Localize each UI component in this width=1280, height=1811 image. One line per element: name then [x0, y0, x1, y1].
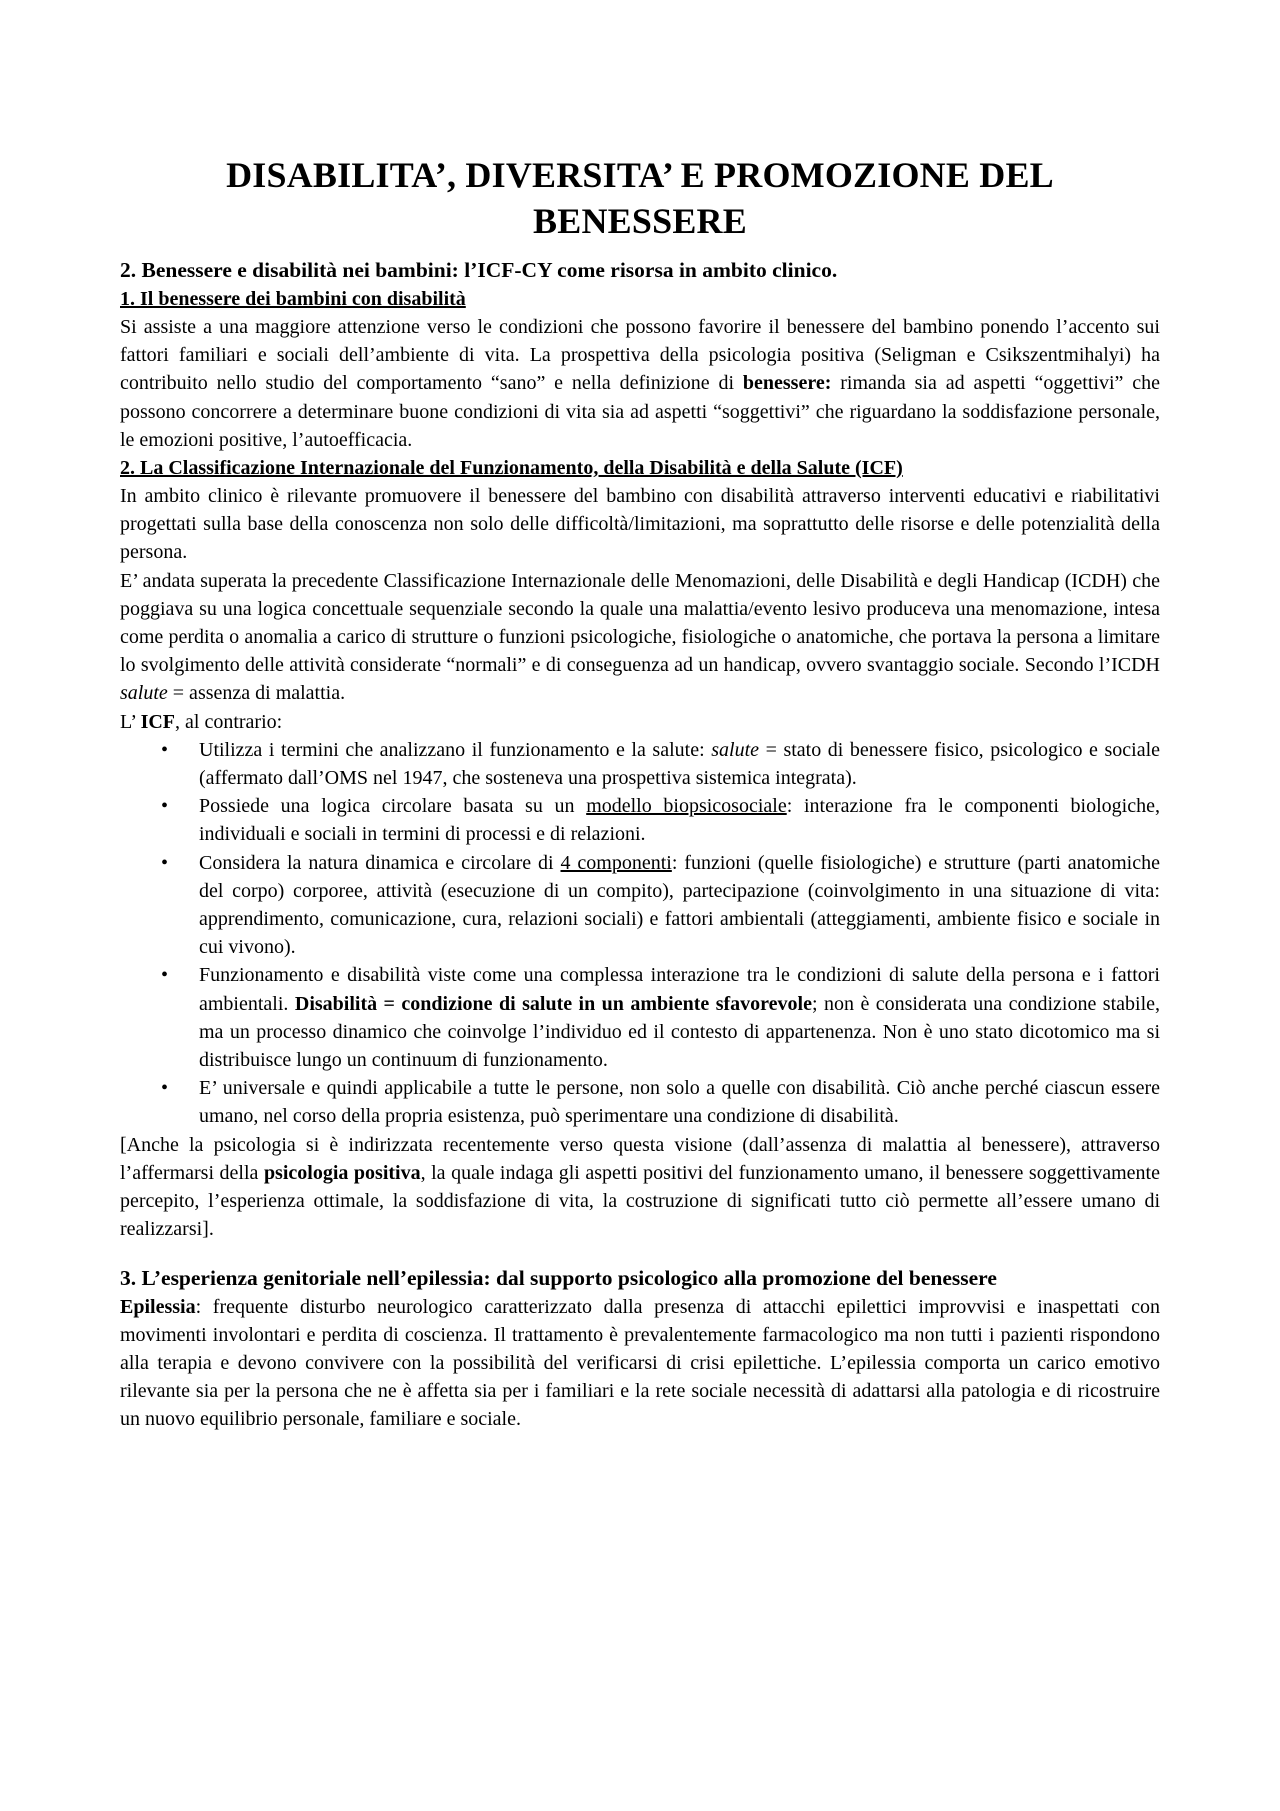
text-run: : frequente disturbo neurologico caratterizzato dalla presenza di attacchi epilettici improvvisi e inaspettati con movimenti involontari e perdita di coscienza. Il trattamento è prevalentemente farmacologico ma non tutti i pazienti rispondono alla terapia e devono convivere con la possibilità del verificarsi di crisi epilettiche. L’epilessia comporta un carico emotivo rilevante sia per la persona che ne è affetta sia per i familiari e la rete sociale necessità di adattarsi alla patologia e di ricostruire un nuovo equilibrio personale, familiare e sociale. [120, 1295, 1160, 1431]
list-item [120, 1074, 1160, 1130]
italic-term: salute [711, 738, 760, 761]
bold-term: psicologia positiva [263, 1161, 421, 1184]
text-run: : funzioni (quelle fisiologiche) e strutture (parti anatomiche del corpo) corporee, attività (esecuzione di un compito), partecipazione (coinvolgimento in una situazione di vita: apprendimento, comunicazione, cura, relazioni sociali) e fattori ambientali (atteggiamenti, ambiente fisico e sociale in cui vivono). [199, 851, 1160, 959]
text-run: Possiede una logica circolare basata su un [199, 795, 587, 818]
text-run: = assenza di malattia. [167, 682, 346, 705]
bold-term: ICF [140, 710, 176, 733]
text-run: E’ andata superata la precedente Classificazione Internazionale delle Menomazioni, delle Disabilità e degli Handicap (ICDH) che poggiava su una logica concettuale sequenziale secondo la quale una malattia/evento lesivo produceva una menomazione, intesa come perdita o anomalia a carico di strutture o funzioni psicologiche, fisiologiche o anatomiche, che portava la persona a limitare lo svolgimento delle attività considerate “normali” e di conseguenza ad un handicap, ovvero svantaggio sociale. Secondo l’ICDH [120, 569, 1160, 677]
text-run: Si assiste a una maggiore attenzione verso le condizioni che possono favorire il benessere del bambino ponendo l’accento sui fattori familiari e sociali dell’ambiente di vita. La prospettiva della psicologia positiva (Seligman e Csikszentmihalyi) ha contribuito nello studio del comportamento “sano” e nella definizione di [120, 316, 1160, 395]
subsection-2-heading: 2. La Classificazione Internazionale del Funzionamento, della Disabilità e della Salute (ICF) [120, 457, 903, 480]
underlined-term: 4 componenti [560, 851, 672, 874]
section-3-heading: 3. L’esperienza genitoriale nell’epilessia: dal supporto psicologico alla promozione del benessere [120, 1265, 997, 1290]
text-run: E’ universale e quindi applicabile a tutte le persone, non solo a quelle con disabilità. Ciò anche perché ciascun essere umano, nel corso della propria esistenza, può sperimentare una condizione di disabilità. [199, 1077, 1160, 1128]
subsection-2-paragraph-3 [120, 1131, 1160, 1244]
subsection-2-paragraph-1: In ambito clinico è rilevante promuovere il benessere del bambino con disabilità attraverso interventi educativi e riabilitativi progettati sulla base della conoscenza non solo delle difficoltà/limitazioni, ma soprattutto delle risorse e delle potenzialità della persona. [120, 485, 1160, 564]
text-run: L’ [120, 710, 141, 733]
icf-bullet-list [120, 736, 1160, 1131]
text-run: ; non è considerata una condizione stabile, ma un processo dinamico che coinvolge l’individuo ed il contesto di appartenenza. Non è uno stato dicotomico ma si distribuisce lungo un continuum di funzionamento. [199, 992, 1161, 1072]
document-title: DISABILITA’, DIVERSITA’ E PROMOZIONE DEL BENESSERE [226, 155, 1054, 241]
bullet-icon: • [161, 964, 169, 987]
text-run: Considera la natura dinamica e circolare di [199, 851, 561, 874]
text-run: = stato di benessere fisico, psicologico e sociale (affermato dall’OMS nel 1947, che sosteneva una prospettiva sistemica integrata). [199, 738, 1161, 790]
section-2-heading: 2. Benessere e disabilità nei bambini: l’ICF-CY come risorsa in ambito clinico. [120, 258, 838, 282]
list-item [120, 792, 1160, 848]
italic-term: salute [120, 682, 168, 705]
bold-term: Disabilità = condizione di salute in un ambiente sfavorevole [294, 992, 812, 1015]
text-run: [Anche la psicologia si è indirizzata recentemente verso questa visione (dall’assenza di malattia al benessere), attraverso l’affermarsi della [120, 1133, 1160, 1184]
subsection-1-heading: 1. Il benessere dei bambini con disabilità [120, 288, 466, 310]
document-content [120, 152, 1160, 1434]
text-run: Funzionamento e disabilità viste come una complessa interazione tra le condizioni di salute della persona e i fattori ambientali. [199, 964, 1160, 1015]
text-run: rimanda sia ad aspetti “oggettivi” che possono concorrere a determinare buone condizioni di vita sia ad aspetti “soggettivi” che riguardano la soddisfazione personale, le emozioni positive, l’autoefficacia. [120, 372, 1160, 451]
bullet-icon: • [161, 851, 169, 874]
bullet-icon: • [161, 738, 169, 761]
list-item [120, 736, 1160, 792]
list-item [120, 849, 1160, 962]
text-run: , la quale indaga gli aspetti positivi del funzionamento umano, il benessere soggettivamente percepito, l’esperienza ottimale, la soddisfazione di vita, la costruzione di significati tutto ciò permette all’essere umano di realizzarsi]. [120, 1161, 1160, 1241]
bold-term: benessere: [742, 372, 832, 395]
list-item [120, 961, 1160, 1074]
text-run: , al contrario: [175, 710, 283, 733]
underlined-term: modello biopsicosociale [586, 795, 787, 818]
bullet-icon: • [161, 1077, 169, 1100]
text-run: Utilizza i termini che analizzano il funzionamento e la salute: [199, 738, 712, 761]
bullet-icon: • [161, 795, 169, 818]
subsection-2-paragraph-2 [120, 567, 1160, 708]
section-3-paragraph [120, 1293, 1160, 1434]
bold-term: Epilessia [120, 1295, 196, 1318]
subsection-1-paragraph [120, 313, 1160, 454]
text-run: : interazione fra le componenti biologiche, individuali e sociali in termini di processi e di relazioni. [199, 795, 1160, 846]
icf-intro [120, 708, 1160, 736]
